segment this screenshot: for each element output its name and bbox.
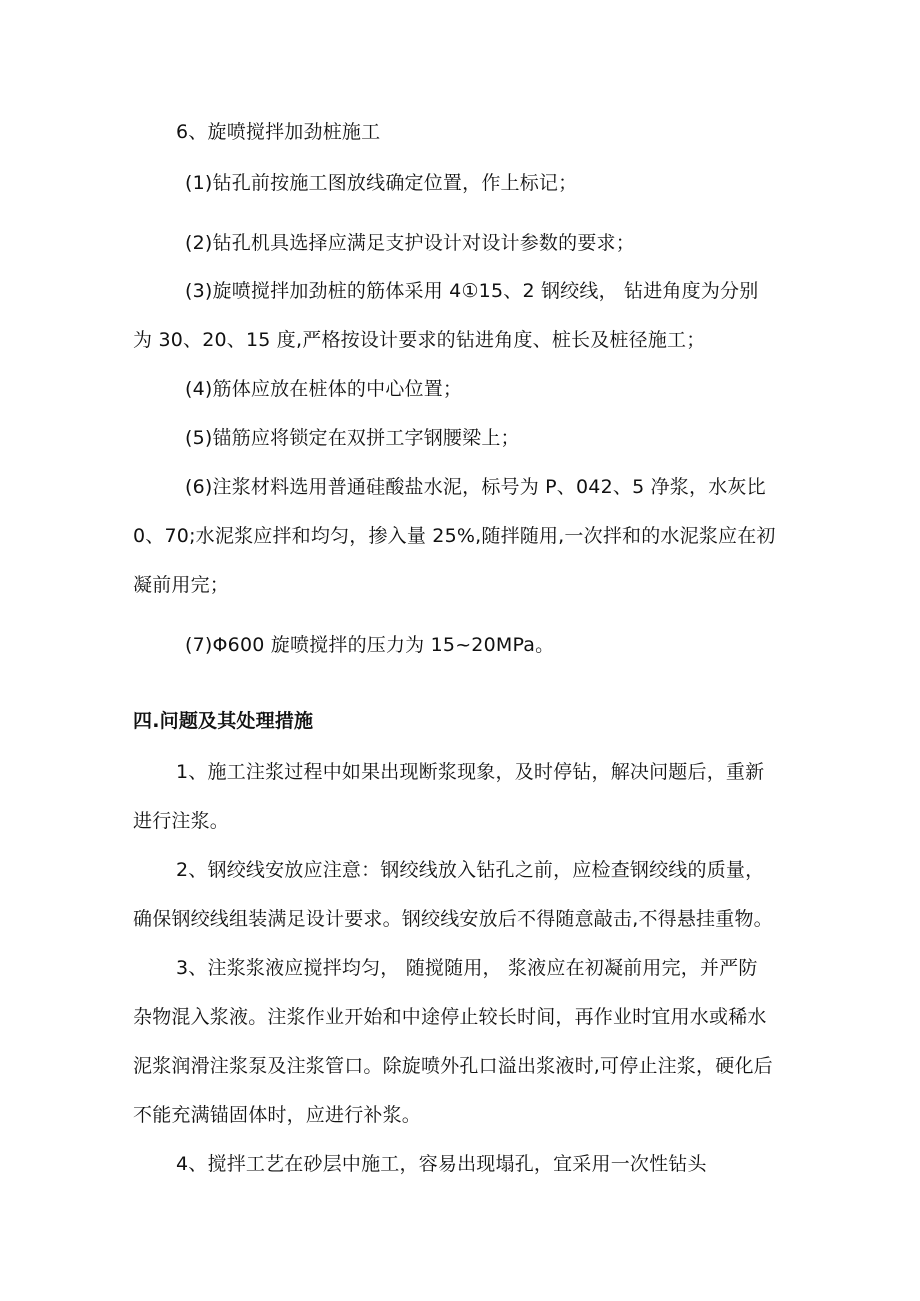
section-6-item-6-line-3: 凝前用完； [133, 574, 230, 596]
section-6-item-7: (7)Φ600 旋喷搅拌的压力为 15~20MPa。 [185, 634, 555, 656]
section-4-heading: 四.问题及其处理措施 [133, 710, 314, 732]
section-6-item-6-line-2: 0、70;水泥浆应拌和均匀，掺入量 25%,随拌随用,一次拌和的水泥浆应在初 [133, 525, 776, 547]
section-6-item-2: (2)钻孔机具选择应满足支护设计对设计参数的要求； [185, 232, 635, 254]
section-4-item-3-line-3: 泥浆润滑注浆泵及注浆管口。除旋喷外孔口溢出浆液时,可停止注浆，硬化后 [133, 1055, 773, 1077]
section-4-item-1-line-2: 进行注浆。 [133, 810, 230, 832]
section-4-item-1-line-1: 1、施工注浆过程中如果出现断浆现象，及时停钻，解决问题后，重新 [176, 761, 765, 783]
section-6-item-4: (4)筋体应放在桩体的中心位置； [185, 378, 463, 400]
section-6-item-5: (5)锚筋应将锁定在双拼工字钢腰梁上； [185, 427, 520, 449]
section-4-item-4-line-1: 4、搅拌工艺在砂层中施工，容易出现塌孔，宜采用一次性钻头 [176, 1153, 707, 1175]
section-4-item-2-line-2: 确保钢绞线组装满足设计要求。钢绞线安放后不得随意敲击,不得悬挂重物。 [133, 908, 773, 930]
section-6-title: 6、旋喷搅拌加劲桩施工 [176, 121, 381, 143]
section-4-item-3-line-1: 3、注浆浆液应搅拌均匀， 随搅随用， 浆液应在初凝前用完，并严防 [176, 957, 758, 979]
section-4-item-2-line-1: 2、钢绞线安放应注意：钢绞线放入钻孔之前，应检查钢绞线的质量， [176, 859, 765, 881]
section-6-item-3-line-1: (3)旋喷搅拌加劲桩的筋体采用 4①15、2 钢绞线， 钻进角度为分别 [185, 280, 759, 302]
section-4-item-3-line-4: 不能充满锚固体时，应进行补浆。 [133, 1104, 422, 1126]
section-4-item-3-line-2: 杂物混入浆液。注浆作业开始和中途停止较长时间，再作业时宜用水或稀水 [133, 1006, 767, 1028]
section-6-item-1: (1)钻孔前按施工图放线确定位置，作上标记； [185, 172, 578, 194]
section-6-item-6-line-1: (6)注浆材料选用普通硅酸盐水泥，标号为 P、042、5 净浆，水灰比 [185, 476, 766, 498]
section-6-item-3-line-2: 为 30、20、15 度,严格按设计要求的钻进角度、桩长及桩径施工； [133, 329, 706, 351]
